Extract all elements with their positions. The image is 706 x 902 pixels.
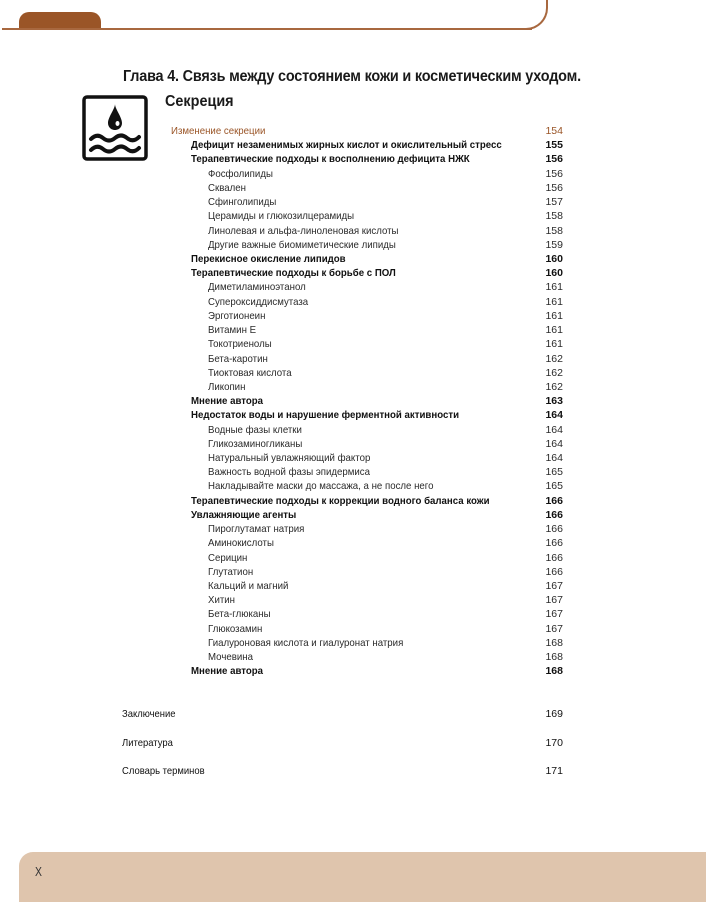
back-matter-page: 170 (545, 736, 563, 749)
toc-entry[interactable] (0, 380, 706, 394)
toc-entry-label: Пироглутамат натрия (208, 523, 305, 536)
toc-entry-label: Супероксиддисмутаза (208, 295, 309, 308)
toc-entry-label: Кальций и магний (208, 580, 289, 592)
toc-entry[interactable] (0, 479, 706, 493)
toc-entry-page: 162 (545, 366, 563, 379)
table-of-contents (0, 124, 706, 679)
toc-entry-page: 167 (545, 622, 563, 635)
toc-entry-page: 161 (545, 324, 563, 337)
back-matter-label: Заключение (122, 708, 176, 720)
back-matter-list (0, 707, 706, 793)
toc-entry-label: Глюкозамин (208, 622, 263, 635)
toc-entry-label: Линолевая и альфа-линоленовая кислоты (208, 224, 399, 237)
toc-entry[interactable] (0, 423, 706, 437)
toc-entry[interactable] (0, 138, 706, 152)
toc-entry[interactable] (0, 266, 706, 280)
toc-entry[interactable] (0, 224, 706, 238)
toc-entry-label: Хитин (208, 594, 235, 607)
toc-entry-page: 160 (545, 267, 563, 280)
back-matter-page: 171 (545, 765, 563, 777)
toc-entry-label: Терапевтические подходы к коррекции водного баланса кожи (191, 494, 490, 507)
toc-entry-page: 164 (545, 423, 563, 436)
toc-entry-page: 158 (545, 210, 563, 223)
toc-entry-label: Эрготионеин (208, 309, 266, 322)
toc-entry[interactable] (0, 252, 706, 266)
toc-entry-label: Витамин Е (208, 324, 257, 337)
toc-entry-page: 161 (545, 338, 563, 351)
toc-entry-page: 161 (545, 295, 563, 308)
toc-entry-page: 156 (545, 167, 563, 180)
toc-entry-label: Ликопин (208, 380, 246, 393)
toc-entry[interactable] (0, 295, 706, 309)
toc-entry-label: Дефицит незаменимых жирных кислот и окислительный стресс (191, 139, 502, 152)
toc-entry-label: Серицин (208, 551, 248, 564)
back-matter-label: Словарь терминов (122, 765, 205, 777)
toc-entry-page: 160 (545, 252, 563, 265)
toc-entry[interactable] (0, 280, 706, 294)
toc-entry-label: Натуральный увлажняющий фактор (208, 452, 371, 465)
toc-entry-page: 159 (545, 238, 563, 251)
toc-entry-label: Аминокислоты (208, 537, 274, 550)
toc-entry-page: 167 (545, 594, 563, 607)
toc-entry-page: 163 (545, 395, 563, 408)
toc-entry[interactable] (0, 622, 706, 636)
toc-entry[interactable] (0, 238, 706, 252)
toc-entry-page: 156 (545, 181, 563, 194)
toc-entry-page: 167 (545, 608, 563, 621)
toc-entry-page: 168 (545, 665, 563, 678)
toc-entry-page: 168 (545, 636, 563, 649)
toc-entry[interactable] (0, 551, 706, 565)
toc-entry[interactable] (0, 394, 706, 408)
section-title: Секреция (165, 93, 234, 110)
toc-entry-page: 166 (545, 551, 563, 564)
toc-entry-label: Бета-глюканы (208, 608, 271, 621)
toc-entry-page: 166 (545, 537, 563, 550)
toc-entry[interactable] (0, 167, 706, 181)
toc-entry[interactable] (0, 565, 706, 579)
toc-entry-page: 168 (545, 651, 563, 664)
toc-entry-page: 166 (545, 523, 563, 536)
header-rule-curve (512, 0, 548, 30)
toc-entry-page: 154 (545, 125, 563, 137)
page-number: X (35, 864, 42, 879)
toc-entry[interactable] (0, 195, 706, 209)
toc-entry-label: Другие важные биомиметические липиды (208, 238, 396, 251)
toc-entry[interactable] (0, 636, 706, 650)
toc-entry-page: 158 (545, 224, 563, 237)
toc-entry-label: Терапевтические подходы к борьбе с ПОЛ (191, 267, 396, 280)
toc-entry[interactable] (0, 337, 706, 351)
toc-entry[interactable] (0, 664, 706, 678)
toc-entry[interactable] (0, 309, 706, 323)
toc-entry-label: Изменение секреции (171, 125, 266, 137)
toc-entry-label: Терапевтические подходы к восполнению дефицита НЖК (191, 153, 470, 166)
toc-entry-label: Тиоктовая кислота (208, 366, 292, 379)
toc-entry[interactable] (0, 650, 706, 664)
toc-entry-label: Мнение автора (191, 395, 264, 408)
toc-entry-label: Недостаток воды и нарушение ферментной активности (191, 409, 460, 422)
toc-entry-label: Накладывайте маски до массажа, а не после него (208, 480, 434, 493)
toc-entry-label: Диметиламиноэтанол (208, 281, 306, 294)
chapter-title: Глава 4. Связь между состоянием кожи и косметическим уходом. (123, 68, 581, 85)
toc-entry-page: 164 (545, 409, 563, 422)
back-matter-entry[interactable] (0, 764, 706, 793)
toc-entry[interactable] (0, 209, 706, 223)
back-matter-entry[interactable] (0, 736, 706, 765)
toc-entry-label: Мочевина (208, 651, 253, 664)
back-matter-entry[interactable] (0, 707, 706, 736)
toc-entry-label: Бета-каротин (208, 352, 268, 365)
toc-entry-label: Церамиды и глюкозилцерамиды (208, 210, 355, 223)
toc-entry-page: 164 (545, 437, 563, 450)
toc-entry[interactable] (0, 536, 706, 550)
toc-entry-label: Увлажняющие агенты (191, 508, 297, 521)
toc-entry-page: 166 (545, 494, 563, 507)
toc-entry-page: 161 (545, 309, 563, 322)
toc-entry[interactable] (0, 323, 706, 337)
toc-entry[interactable] (0, 408, 706, 422)
toc-entry-page: 165 (545, 466, 563, 479)
toc-entry[interactable] (0, 352, 706, 366)
toc-entry-page: 164 (545, 452, 563, 465)
toc-entry-label: Гиалуроновая кислота и гиалуронат натрия (208, 636, 404, 649)
toc-entry-label: Глутатион (208, 565, 254, 578)
toc-entry[interactable] (0, 508, 706, 522)
toc-entry[interactable] (0, 494, 706, 508)
toc-entry-page: 162 (545, 352, 563, 365)
toc-entry[interactable] (0, 124, 706, 138)
toc-entry-page: 167 (545, 580, 563, 592)
toc-entry-page: 166 (545, 565, 563, 578)
toc-entry-page: 165 (545, 480, 563, 493)
header-rule (2, 28, 532, 30)
toc-entry[interactable] (0, 366, 706, 380)
toc-entry-page: 156 (545, 153, 563, 166)
toc-entry-page: 157 (545, 196, 563, 209)
toc-entry[interactable] (0, 152, 706, 166)
back-matter-label: Литература (122, 736, 173, 749)
toc-entry-page: 161 (545, 281, 563, 294)
toc-entry-label: Гликозаминогликаны (208, 437, 303, 450)
toc-entry[interactable] (0, 579, 706, 593)
toc-entry-label: Перекисное окисление липидов (191, 252, 346, 265)
toc-entry[interactable] (0, 607, 706, 621)
toc-entry[interactable] (0, 522, 706, 536)
toc-entry-page: 162 (545, 380, 563, 393)
toc-entry-label: Токотриенолы (208, 338, 272, 351)
toc-entry[interactable] (0, 181, 706, 195)
toc-entry[interactable] (0, 451, 706, 465)
back-matter-page: 169 (545, 708, 563, 720)
toc-entry[interactable] (0, 437, 706, 451)
toc-entry-page: 166 (545, 508, 563, 521)
toc-entry-label: Сквален (208, 181, 246, 194)
toc-entry[interactable] (0, 593, 706, 607)
toc-entry-label: Фосфолипиды (208, 167, 273, 180)
toc-entry-page: 155 (545, 139, 563, 152)
toc-entry-label: Важность водной фазы эпидермиса (208, 466, 371, 479)
toc-entry[interactable] (0, 465, 706, 479)
toc-entry-label: Водные фазы клетки (208, 423, 302, 436)
toc-entry-label: Сфинголипиды (208, 196, 277, 209)
toc-entry-label: Мнение автора (191, 665, 264, 678)
